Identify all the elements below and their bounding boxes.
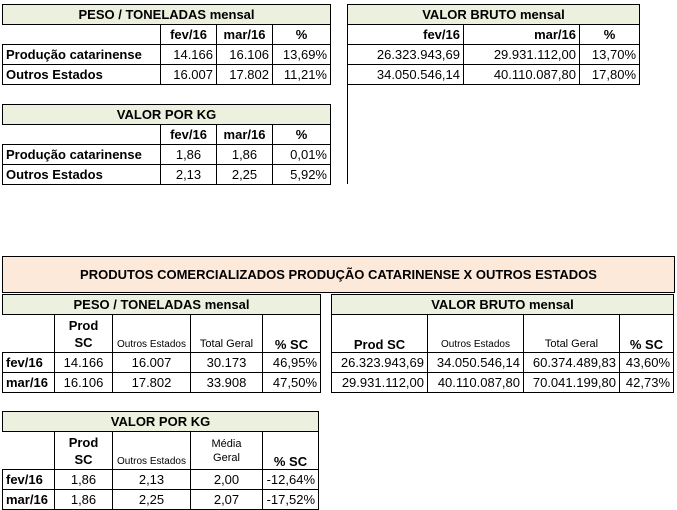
top-valor-kg-table xyxy=(2,104,331,185)
bottom-peso-table xyxy=(2,294,321,393)
table-row: Produção catarinense 1,86 1,86 0,01% xyxy=(3,145,331,165)
row-label: mar/16 xyxy=(3,373,55,393)
top-vb-header-fev: fev/16 xyxy=(348,25,464,45)
divider-line xyxy=(347,84,348,184)
table-row: 34.050.546,14 40.110.087,80 17,80% xyxy=(348,65,640,85)
table-row: 26.323.943,69 34.050.546,14 60.374.489,83 43,60% xyxy=(332,353,674,373)
table-row: fev/16 14.166 16.007 30.173 46,95% xyxy=(3,353,321,373)
bottom-valor-kg-table xyxy=(2,411,319,510)
bottom-vb-header-total: Total Geral xyxy=(524,315,620,353)
bottom-vb-header-pct: % SC xyxy=(620,315,674,353)
top-kg-header-mar: mar/16 xyxy=(217,125,273,145)
bottom-kg-header-prod: Prod SC xyxy=(55,432,113,470)
bottom-vb-header-prod: Prod SC xyxy=(332,315,428,353)
bottom-kg-header-media: Média Geral xyxy=(191,432,263,470)
top-kg-header-fev: fev/16 xyxy=(161,125,217,145)
row-label: fev/16 xyxy=(3,353,55,373)
row-label: mar/16 xyxy=(3,490,55,510)
top-peso-table xyxy=(2,4,331,85)
row-label: fev/16 xyxy=(3,470,55,490)
table-row: 26.323.943,69 29.931.112,00 13,70% xyxy=(348,45,640,65)
bottom-valor-kg-title: VALOR POR KG xyxy=(3,412,319,432)
top-vb-header-pct: % xyxy=(580,25,640,45)
table-row: Produção catarinense 14.166 16.106 13,69% xyxy=(3,45,331,65)
bottom-vb-header-outros: Outros Estados xyxy=(428,315,524,353)
table-row: Outros Estados 16.007 17.802 11,21% xyxy=(3,65,331,85)
row-label: Produção catarinense xyxy=(3,45,161,65)
top-kg-header-pct: % xyxy=(273,125,331,145)
table-row: mar/16 1,86 2,25 2,07 -17,52% xyxy=(3,490,319,510)
top-vb-header-mar: mar/16 xyxy=(464,25,580,45)
row-label: Outros Estados xyxy=(3,65,161,85)
table-row: fev/16 1,86 2,13 2,00 -12,64% xyxy=(3,470,319,490)
table-row: Outros Estados 2,13 2,25 5,92% xyxy=(3,165,331,185)
bottom-peso-header-prod: Prod SC xyxy=(55,315,113,353)
top-peso-title: PESO / TONELADAS mensal xyxy=(3,5,331,25)
row-label: Produção catarinense xyxy=(3,145,161,165)
bottom-peso-header-pct: % SC xyxy=(263,315,321,353)
top-peso-header-fev: fev/16 xyxy=(161,25,217,45)
bottom-peso-header-outros: Outros Estados xyxy=(113,315,191,353)
section-title: PRODUTOS COMERCIALIZADOS PRODUÇÃO CATARINENSE X OUTROS ESTADOS xyxy=(2,256,675,293)
bottom-kg-header-pct: % SC xyxy=(263,432,319,470)
bottom-valor-bruto-title: VALOR BRUTO mensal xyxy=(332,295,674,315)
top-valor-kg-title: VALOR POR KG xyxy=(3,105,331,125)
top-valor-bruto-title: VALOR BRUTO mensal xyxy=(348,5,640,25)
top-peso-header-pct: % xyxy=(273,25,331,45)
bottom-valor-bruto-table xyxy=(331,294,674,393)
top-peso-header-mar: mar/16 xyxy=(217,25,273,45)
row-label: Outros Estados xyxy=(3,165,161,185)
bottom-kg-header-outros: Outros Estados xyxy=(113,432,191,470)
bottom-peso-title: PESO / TONELADAS mensal xyxy=(3,295,321,315)
table-row: 29.931.112,00 40.110.087,80 70.041.199,80 42,73% xyxy=(332,373,674,393)
top-valor-bruto-table xyxy=(347,4,640,85)
bottom-peso-header-total: Total Geral xyxy=(191,315,263,353)
table-row: mar/16 16.106 17.802 33.908 47,50% xyxy=(3,373,321,393)
